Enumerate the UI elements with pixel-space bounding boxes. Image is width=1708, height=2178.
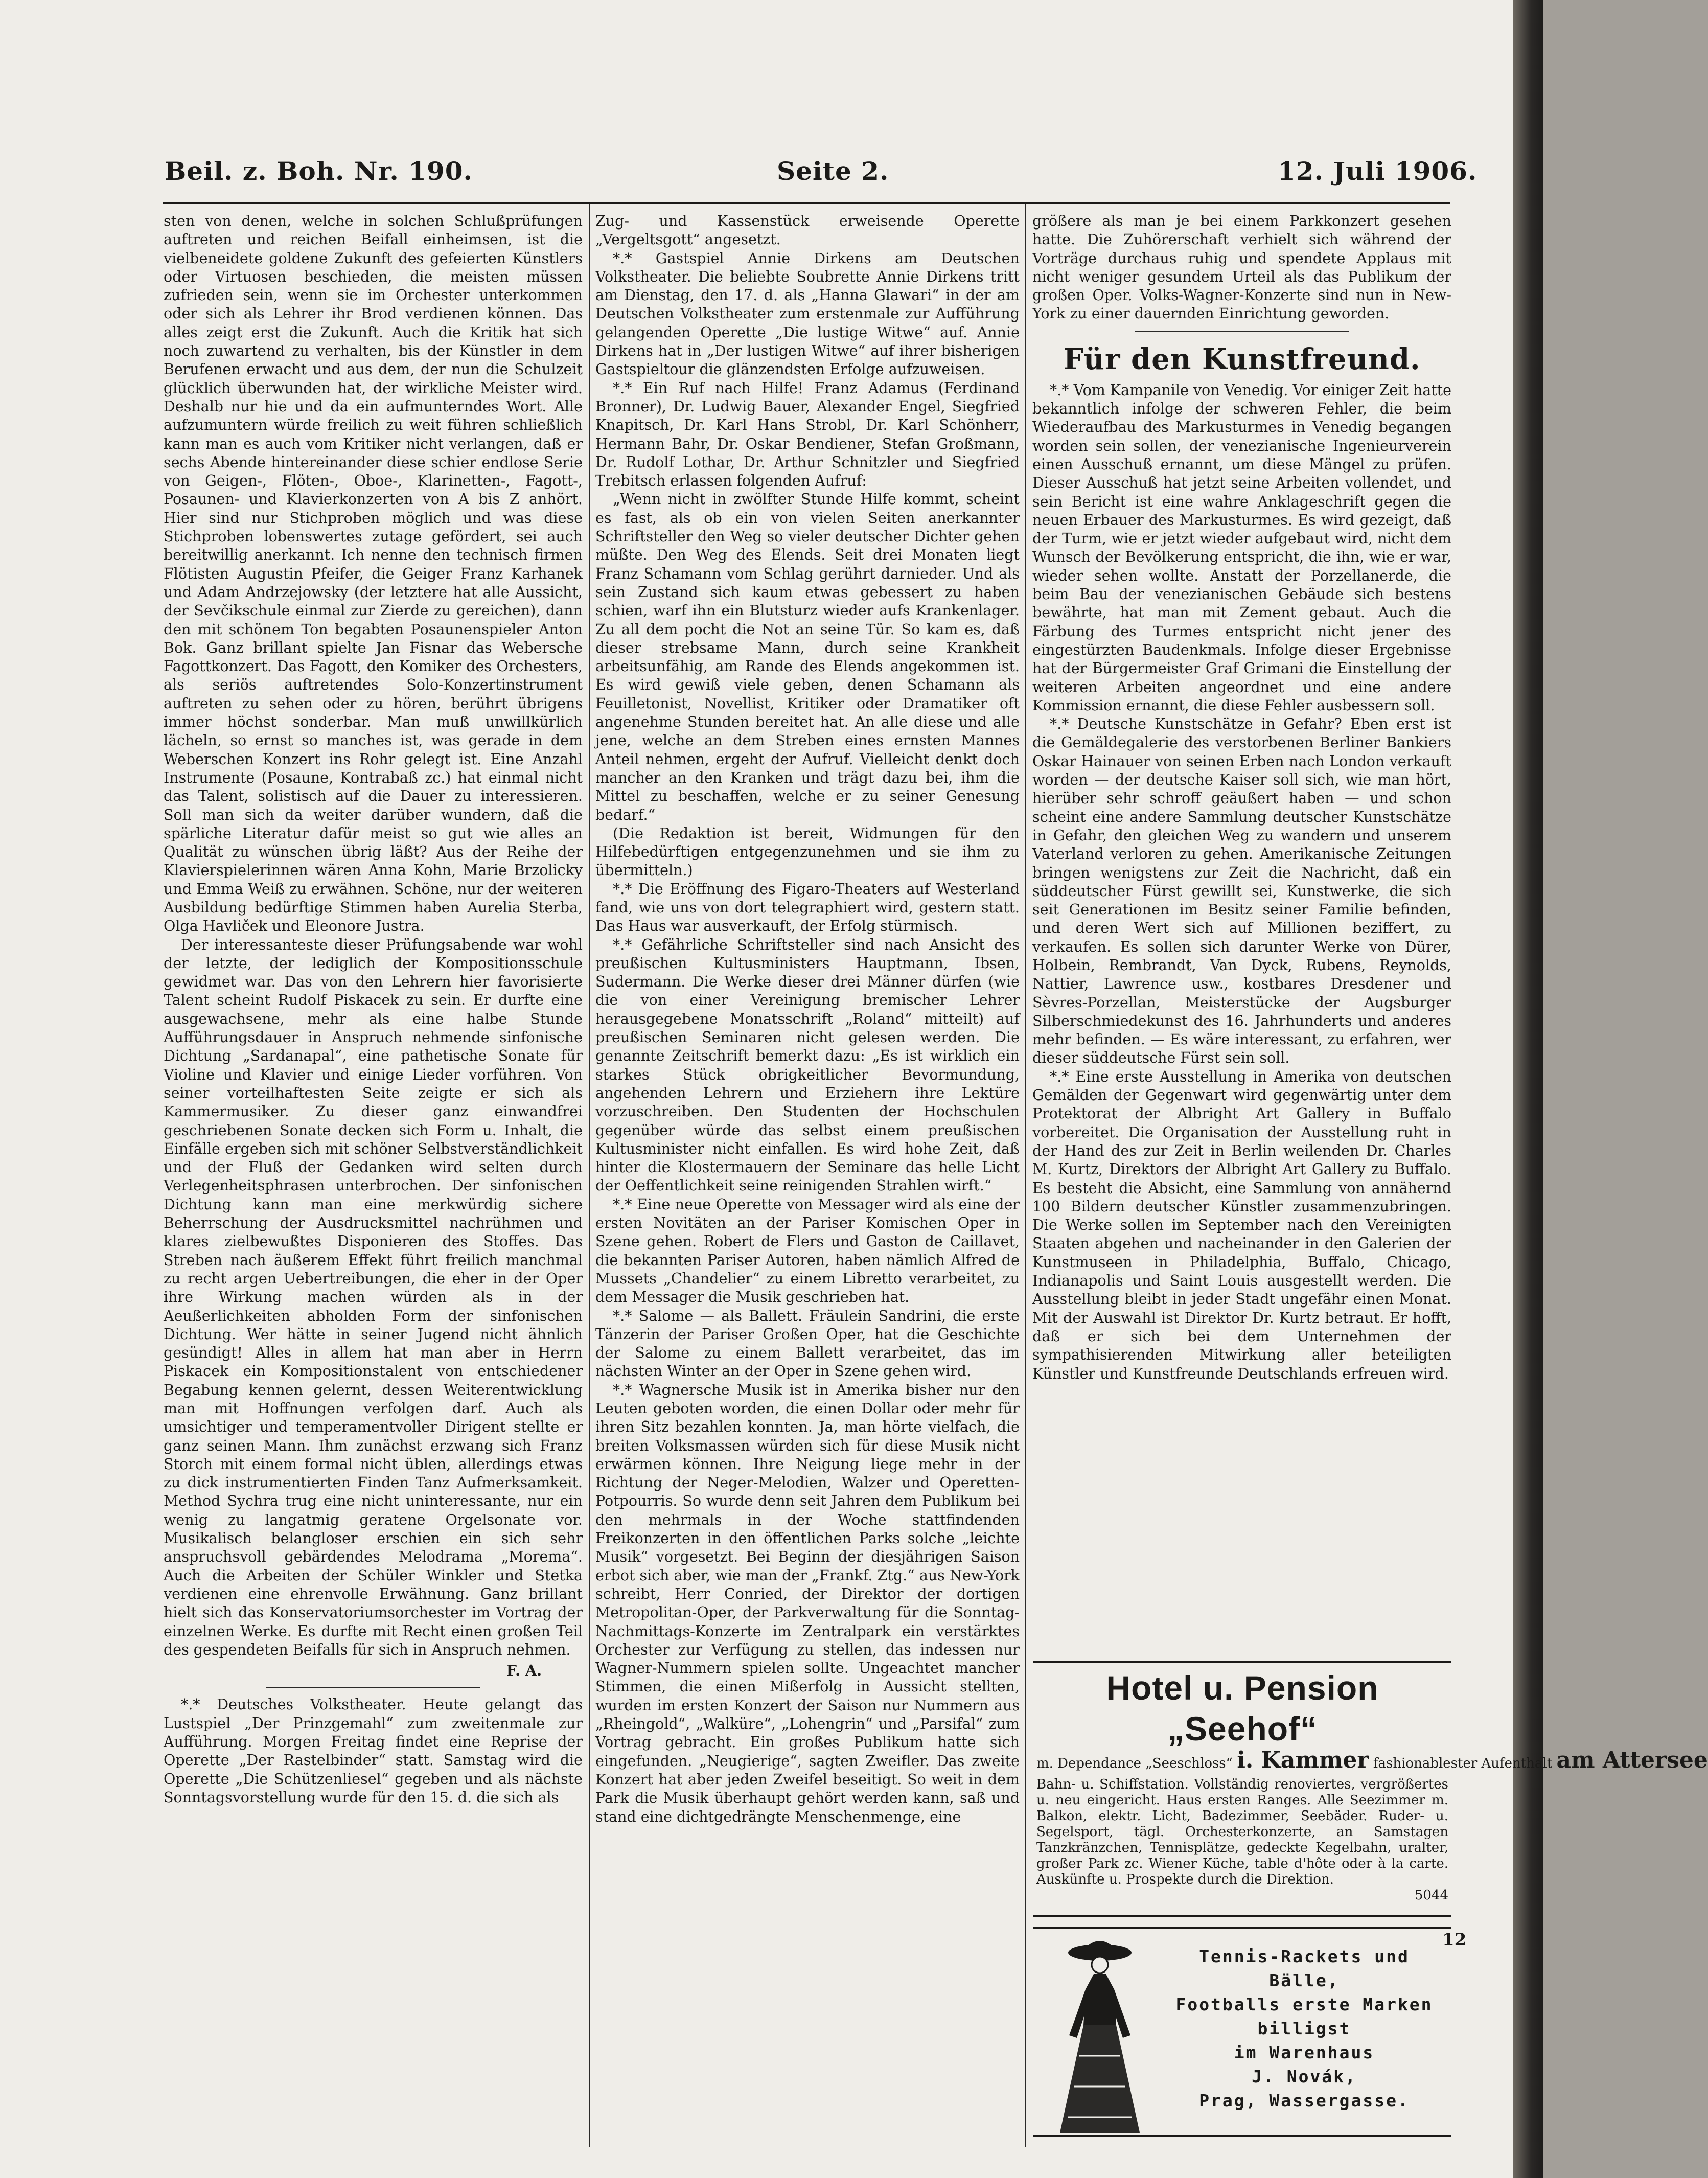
news-item: *.* Wagnersche Musik ist in Amerika bisher nur den Leuten geboten worden, die einen Dollar oder mehr für ihren Sitz bezahlen konnten. Ja, man hörte vielfach, die breiten Volksmassen würden sich für diese Musik nicht erwärmen können. Ihre Neigung liege mehr in der Richtung der Neger-Melodien, Walzer und Operetten-Potpourris. So wurde denn seit Jahren dem Publikum bei den mehrmals in der Woche stattfindenden Freikonzerten in den öffentlichen Parks solche „leichte Musik“ vorgesetzt. Bei Beginn der diesjährigen Saison erbot sich aber, wie man der „Frankf. Ztg.“ aus New-York schreibt, Herr Conried, der Direktor der dortigen Metropolitan-Oper, der Parkverwaltung für die Sonntag-Nachmittags-Konzerte im Zentralpark ein verstärktes Orchester zur Verfügung zu stellen, das indessen nur Wagner-Nummern spielen sollte. Ungeachtet mancher Stimmen, die einen Mißerfolg in Aussicht stellten, wurden im ersten Konzert der Saison nur Nummern aus „Rheingold“, „Walküre“, „Lohengrin“ und „Parsifal“ zum Vortrag gebracht. Ein großes Publikum hatte sich eingefunden. „Neugierige“, sagten Zweifler. Das zweite Konzert hat aber jeden Zweifel beseitigt. So weit in dem Park die Musik überhaupt gehört werden kann, saß und stand eine dichtgedrängte Menschenmenge, eine — [595, 1381, 1020, 1825]
ad-code: 5044 — [1414, 1888, 1448, 1903]
section-divider — [1135, 331, 1349, 332]
column-divider — [589, 204, 590, 2147]
hotel-dependance: m. Dependance „Seeschloss“ — [1036, 1756, 1233, 1771]
tennis-advertisement — [1033, 1927, 1451, 2137]
hotel-description: Bahn- u. Schiffstation. Vollständig renoviertes, vergrößertes u. neu eingericht. Haus ersten Ranges. Alle Seezimmer m. Balkon, elektr. Licht, Badezimmer, Seebäder. Ruder- u. Segelsport, tägl. Orchesterkonzerte, an Samstagen Tanzkränzchen, Tennisplätze, gedeckte Kegelbahn, uralter, großer Park zc. Wiener Küche, table d'hôte oder à la carte. Auskünfte u. Prospekte durch die Direktion. — [1036, 1777, 1448, 1887]
hotel-place: am Attersee — [1556, 1747, 1708, 1773]
tennis-line: billigst — [1257, 2019, 1351, 2038]
lady-illustration — [1049, 1933, 1151, 2135]
news-item: *.* Ein Ruf nach Hilfe! Franz Adamus (Ferdinand Bronner), Dr. Ludwig Bauer, Alexander Engel, Siegfried Knapitsch, Dr. Karl Hans Strobl, Dr. Karl Schönherr, Hermann Bahr, Dr. Oskar Bendiener, Stefan Großmann, Dr. Rudolf Lothar, Dr. Arthur Schnitzler und Siegfried Trebitsch erlassen folgenden Aufruf: — [595, 379, 1020, 490]
news-item: *.* Eine erste Ausstellung in Amerika von deutschen Gemälden der Gegenwart wird gegenwärtig unter dem Protektorat der Albright Art Gallery in Buffalo vorbereitet. Die Organisation der Ausstellung ruht in der Hand des zur Zeit in Berlin weilenden Dr. Charles M. Kurtz, Direktors der Albright Art Gallery zu Buffalo. Es besteht die Absicht, eine Sammlung von annähernd 100 Bildern deutscher Künstler zusammenzubringen. Die Werke sollen im September nach den Vereinigten Staaten abgehen und nacheinander in den Galerien der Kunstmuseen in Philadelphia, Buffalo, Chicago, Indianapolis und Saint Louis ausgestellt werden. Die Ausstellung bleibt in jeder Stadt ungefähr einen Monat. Mit der Auswahl ist Direktor Dr. Kurtz betraut. Er hofft, daß er sich bei dem Unternehmen der sympathisierenden Mitwirkung aller beteiligten Künstler und Kunstfreunde Deutschlands erfreuen wird. — [1032, 1068, 1451, 1382]
hotel-tagline: fashionablester Aufenthalt — [1373, 1756, 1553, 1771]
quoted-appeal: „Wenn nicht in zwölfter Stunde Hilfe kommt, scheint es fast, als ob ein von vielen Seiten anerkannter Schriftsteller den Weg so vieler deutscher Dichter gehen müßte. Den Weg des Elends. Seit drei Monaten liegt Franz Schamann vom Schlag gerührt darnieder. Und als sein Zustand sich kaum etwas gebessert zu haben schien, warf ihn ein Blutsturz wieder aufs Krankenlager. Zu all dem pocht die Not an seine Tür. So kam es, daß dieser strebsame Mann, durch seine Krankheit arbeitsunfähig, am Rande des Elends angekommen ist. Es wird gewiß viele geben, denen Schamann als Feuilletonist, Novellist, Kritiker oder Dramatiker oft angenehme Stunden bereitet hat. An alle diese und alle jene, welche an dem Streben eines ernsten Mannes Anteil nehmen, ergeht der Aufruf. Vielleicht denkt doch mancher an den Kranken und trägt dazu bei, ihm die Mittel zu beschaffen, welche er zu seiner Genesung bedarf.“ — [595, 491, 1020, 823]
hotel-owner-line — [1036, 1747, 1708, 1775]
tennis-line: im Warenhaus — [1234, 2043, 1375, 2062]
article-paragraph: größere als man je bei einem Parkkonzert gesehen hatte. Die Zuhörerschaft verhielt sich während der Vorträge durchaus ruhig und spendete Applaus mit nicht weniger gesundem Urteil als das Publikum der großen Oper. Volks-Wagner-Konzerte sind nun in New-York zu einer dauernden Einrichtung geworden. — [1032, 213, 1451, 323]
news-item: *.* Gefährliche Schriftsteller sind nach Ansicht des preußischen Kultusministers Hauptmann, Ibsen, Sudermann. Die Werke dieser drei Männer dürfen (wie die von einer Vereinigung bremischer Lehrer herausgegebene Monatsschrift „Roland“ mitteilt) auf preußischen Seminaren nicht gelesen werden. Die genannte Zeitschrift bemerkt dazu: „Es ist wirklich ein starkes Stück obrigkeitlicher Bevormundung, angehenden Lehrern und Erziehern ihre Lektüre vorzuschreiben. Den Studenten der Hochschulen gegenüber würde das selbst einem preußischen Kultusminister nicht einfallen. Es wird hohe Zeit, daß hinter die Klostermauern der Seminare das helle Licht der Oeffentlichkeit seine reinigenden Strahlen wirft.“ — [595, 936, 1020, 1195]
news-item: *.* Vom Kampanile von Venedig. Vor einiger Zeit hatte bekanntlich infolge der schweren Fehler, die beim Wiederaufbau des Markusturmes in Venedig begangen worden sein sollen, der venezianische Ingenieurverein einen Ausschuß ernannt, um diese Mängel zu prüfen. Dieser Ausschuß hat jetzt seine Arbeiten vollendet, und sein Bericht ist eine wahre Anklageschrift gegen die neuen Erbauer des Markusturmes. Es wird gezeigt, daß der Turm, wie er jetzt wieder aufgebaut wird, nicht dem Wunsch der Bevölkerung entspricht, die ihn, wie er war, wieder sehen wollte. Anstatt der Porzellanerde, die beim Bau der venezianischen Gebäude sich bestens bewährte, hat man mit Zement gebaut. Auch die Färbung des Turmes entspricht nicht jener des eingestürzten Baudenkmals. Infolge dieser Ergebnisse hat der Bürgermeister Graf Grimani die Einstellung der weiteren Arbeiten angeordnet und eine andere Kommission ernannt, die diese Fehler ausbessern soll. — [1032, 381, 1451, 714]
column-divider — [1025, 204, 1026, 2147]
section-title: Für den Kunstfreund. — [1063, 342, 1421, 376]
tennis-line: Prag, Wassergasse. — [1199, 2091, 1410, 2111]
hotel-advertisement — [1033, 1661, 1708, 1917]
column-1 — [164, 212, 583, 2134]
scan-edge — [1513, 0, 1543, 2178]
column-3 — [1032, 212, 1451, 1654]
header-date: 12. Juli 1906. — [1278, 156, 1478, 186]
tennis-line: J. Novák, — [1252, 2067, 1357, 2087]
news-item: *.* Gastspiel Annie Dirkens am Deutschen Volkstheater. Die beliebte Soubrette Annie Dirkens tritt am Dienstag, den 17. d. als „Hanna Glawari“ in der am Deutschen Volkstheater zum erstenmale zur Aufführung gelangenden Operette „Die lustige Witwe“ auf. Annie Dirkens hat in „Der lustigen Witwe“ auf ihrer bisherigen Gastspieltour die glänzendsten Erfolge aufzuweisen. — [595, 249, 1020, 378]
page-number: 12 — [1442, 1930, 1467, 1950]
hotel-name: Hotel u. Pension „Seehof“ — [1106, 1669, 1379, 1748]
news-item: *.* Eine neue Operette von Messager wird als eine der ersten Novitäten an der Pariser Komischen Oper in Szene gehen. Robert de Flers und Gaston de Caillavet, die bekannten Pariser Autoren, haben nämlich Alfred de Mussets „Chandelier“ zu einem Libretto verarbeitet, zu dem Messager die Musik geschrieben hat. — [595, 1196, 1020, 1306]
news-item: *.* Deutsches Volkstheater. Heute gelangt das Lustspiel „Der Prinzgemahl“ zum zweitenmale zur Aufführung. Morgen Freitag findet eine Reprise der Operette „Der Rastelbinder“ statt. Samstag wird die Operette „Die Schützenliesel“ gegeben und als nächste Sonntagsvorstellung wurde für den 15. d. die sich als — [164, 1696, 583, 1806]
article-paragraph: Der interessanteste dieser Prüfungsabende war wohl der letzte, der lediglich der Kompositionsschule gewidmet war. Das von den Lehrern hier favorisierte Talent scheint Rudolf Piskacek zu sein. Er durfte eine ausgewachsene, mehr als eine halbe Stunde Aufführungsdauer in Anspruch nehmende sinfonische Dichtung „Sardanapal“, eine pathetische Sonate für Violine und Klavier und einige Lieder vorführen. Von seiner vorteilhaftesten Seite zeigte er sich als Kammermusiker. Zu dieser ganz einwandfrei geschriebenen Sonate decken sich Form u. Inhalt, die Einfälle ergeben sich mit schöner Selbstverständlichkeit und der Fluß der Gedanken wird selten durch Verlegenheitsphrasen unterbrochen. Der sinfonischen Dichtung kann man eine merkwürdig sichere Beherrschung der Ausdrucksmittel nachrühmen und klares zielbewußtes Disponieren des Stoffes. Das Streben nach äußerem Effekt führt freilich manchmal zu recht argen Uebertreibungen, die eher in der Oper ihre Wirkung machen würden als in der Aeußerlichkeiten abholden Form der sinfonischen Dichtung. Wer hätte in seiner Jugend nicht ähnlich gesündigt! Alles in allem hat man aber in Herrn Piskacek ein Kompositionstalent von entschiedener Begabung kennen gelernt, dessen Weiterentwicklung man mit Hoffnungen verfolgen darf. Auch als umsichtiger und temperamentvoller Dirigent stellte er ganz seinen Mann. Ihm zunächst erzwang sich Franz Storch mit einem formal nicht üblen, allerdings etwas zu dick instrumentierten Finden Tanz Aufmerksamkeit. Method Sychra trug eine nicht uninteressante, nur ein wenig zu langatmig geratene Orgelsonate vor. Musikalisch belangloser erschien ein sich sehr anspruchsvoll gebärdendes Melodrama „Morema“. Auch die Arbeiten der Schüler Winkler und Stetka verdienen eine ehrenvolle Erwähnung. Ganz brillant hielt sich das Konservatoriumsorchester im Vortrag der einzelnen Werke. Es durfte mit Recht einen großen Teil des gespendeten Beifalls für sich in Anspruch nehmen. — [164, 936, 583, 1658]
news-item: *.* Salome — als Ballett. Fräulein Sandrini, die erste Tänzerin der Pariser Großen Oper, hat die Geschichte der Salome zu einem Ballett verarbeitet, das im nächsten Winter an der Oper in Szene gehen wird. — [595, 1307, 1020, 1380]
section-divider — [266, 1687, 480, 1688]
header-rule — [163, 202, 1450, 204]
article-paragraph: sten von denen, welche in solchen Schlußprüfungen auftreten und reichen Beifall einheimsen, ist die vielbeneidete goldene Zukunft des gefeierten Künstlers oder Virtuosen beschieden, die meisten müssen zufrieden sein, wenn sie im Orchester unterkommen oder sich als Lehrer ihr Brod verdienen können. Das alles zeigt erst die Zukunft. Auch die Kritik hat sich noch zuwartend zu verhalten, bis der Künstler in dem Berufenen erwacht und aus dem, der nun die Schulzeit glücklich überwunden hat, der wirkliche Meister wird. Deshalb nur hie und da ein aufmunterndes Wort. Alle aufzumuntern würde freilich zu weit führen schließlich kann man es auch vom Kritiker nicht verlangen, daß er sechs Abende hintereinander diese schier endlose Serie von Geigen-, Flöten-, Oboe-, Klarinetten-, Fagott-, Posaunen- und Klavierkonzerten von A bis Z anhört. Hier sind nur Stichproben möglich und was diese Stichproben lobenswertes zutage gefördert, sei auch bereitwillig anerkannt. Ich nenne den technisch firmen Flötisten Augustin Pfeifer, die Geiger Franz Karhanek und Adam Andrzejowsky (der letztere hat alle Aussicht, der Sevčikschule einmal zur Zierde zu gereichen), dann den mit schönem Ton begabten Posaunenspieler Anton Bok. Ganz brillant spielte Jan Fisnar das Webersche Fagottkonzert. Das Fagott, den Komiker des Orchesters, als seriös auftretendes Solo-Konzertinstrument auftreten zu sehen oder zu hören, berührt übrigens immer höchst sonderbar. Man muß unwillkürlich lächeln, so ernst so manches ist, was gerade in dem Weberschen Konzert ins Rohr gelegt ist. Eine Anzahl Instrumente (Posaune, Kontrabaß zc.) hat einmal nicht das Talent, solistisch auf die Dauer zu interessieren. Soll man sich da weiter darüber wundern, daß die spärliche Literatur dafür meist so gut wie alles an Qualität zu wünschen übrig läßt? Aus der Reihe der Klavierspielerinnen wären Anna Kohn, Marie Brzolicky und Emma Weiß zu erwähnen. Schöne, nur der weiteren Ausbildung bedürftige Stimmen haben Aurelia Sterba, Olga Havliček und Eleonore Justra. — [164, 213, 583, 935]
news-item: *.* Die Eröffnung des Figaro-Theaters auf Westerland fand, wie uns von dort telegraphiert wird, gestern statt. Das Haus war ausverkauft, der Erfolg stürmisch. — [595, 880, 1020, 935]
editorial-note: (Die Redaktion ist bereit, Widmungen für den Hilfebedürftigen entgegenzunehmen und sie ihm zu übermitteln.) — [595, 824, 1020, 879]
header-issue: Beil. z. Boh. Nr. 190. — [165, 156, 473, 186]
tennis-line: Footballs erste Marken — [1175, 1994, 1433, 2014]
hotel-owner: i. Kammer — [1237, 1747, 1369, 1773]
tennis-line: Tennis-Rackets und Bälle, — [1199, 1946, 1410, 1990]
column-2 — [595, 212, 1020, 2134]
article-paragraph: Zug- und Kassenstück erweisende Operette „Vergeltsgott“ angesetzt. — [595, 213, 1020, 248]
header-page: Seite 2. — [777, 156, 889, 186]
tennis-ad-text — [1161, 1944, 1447, 2113]
news-item: *.* Deutsche Kunstschätze in Gefahr? Eben erst ist die Gemäldegalerie des verstorbenen Berliner Bankiers Oskar Hainauer von seinen Erben nach London verkauft worden — der deutsche Kaiser soll sich, wie man hört, hierüber sehr schroff geäußert haben — und schon scheint eine andere Sammlung deutscher Kunstschätze in Gefahr, den gleichen Weg zu wandern und unserem Vaterland verloren zu gehen. Amerikanische Zeitungen bringen wenigstens zur Zeit die Nachricht, daß ein süddeutscher Fürst gewillt sei, Kunstwerke, die sich seit Generationen im Besitz seiner Familie befinden, und deren Wert sich auf Millionen beziffert, zu verkaufen. Es sollen sich darunter Werke von Dürer, Holbein, Rembrandt, Van Dyck, Rubens, Reynolds, Nattier, Lawrence usw., kostbares Dresdener und Sèvres-Porzellan, Meisterstücke der Augsburger Silberschmiedekunst des 16. Jahrhunderts und anderes mehr befinden. — Es wäre interessant, zu erfahren, wer dieser süddeutsche Fürst sein soll. — [1032, 716, 1451, 1067]
article-signature: F. A. — [506, 1662, 542, 1680]
